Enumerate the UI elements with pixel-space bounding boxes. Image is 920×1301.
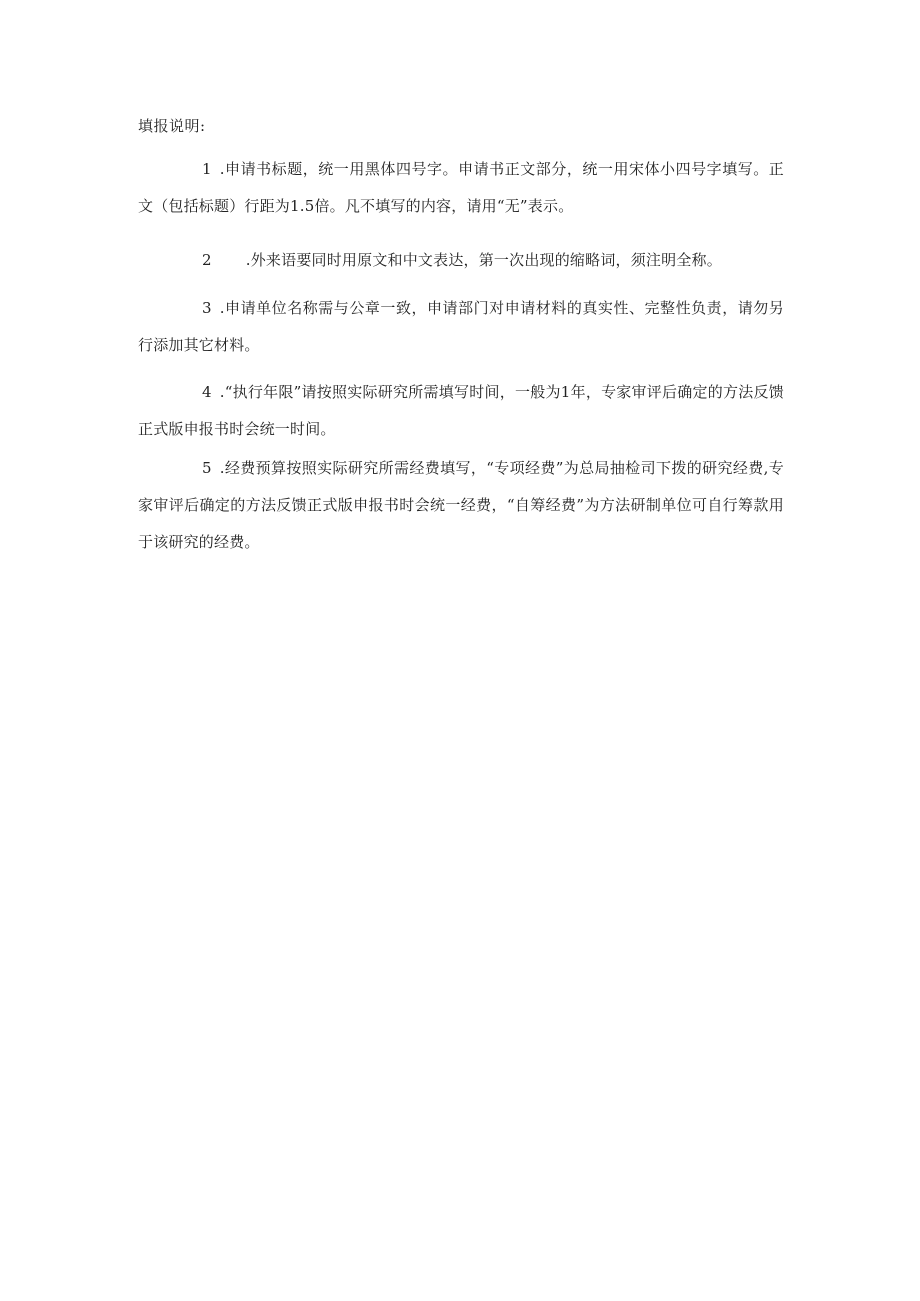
instruction-number: 3: [202, 299, 212, 317]
instruction-item-3: [138, 290, 784, 364]
instruction-item-4: [138, 374, 784, 448]
instruction-text: .申请书标题，统一用黑体四号字。申请书正文部分，统一用宋体小四号字填写。正文（包括标题）行距为1.5倍。凡不填写的内容，请用“无”表示。: [138, 160, 784, 215]
instruction-number: 1: [202, 160, 212, 178]
instruction-text: .外来语要同时用原文和中文表达，第一次出现的缩略词，须注明全称。: [245, 251, 722, 269]
instruction-number: 4: [202, 383, 212, 401]
instruction-text: .申请单位名称需与公章一致，申请部门对申请材料的真实性、完整性负责，请勿另行添加其它材料。: [138, 299, 784, 354]
instruction-text: .经费预算按照实际研究所需经费填写，“专项经费”为总局抽检司下拨的研究经费,专家审评后确定的方法反馈正式版申报书时会统一经费，“自筹经费”为方法研制单位可自行筹款用于该研究的经费。: [138, 459, 784, 551]
instruction-item-2: [138, 242, 784, 279]
instruction-item-5: [138, 450, 784, 561]
instruction-item-1: [138, 151, 784, 225]
instruction-text: .“执行年限”请按照实际研究所需填写时间，一般为1年，专家审评后确定的方法反馈正式版申报书时会统一时间。: [138, 383, 784, 438]
instruction-number: 5: [202, 459, 212, 477]
instructions-heading: 填报说明:: [138, 117, 206, 135]
instruction-number: 2: [202, 251, 212, 269]
